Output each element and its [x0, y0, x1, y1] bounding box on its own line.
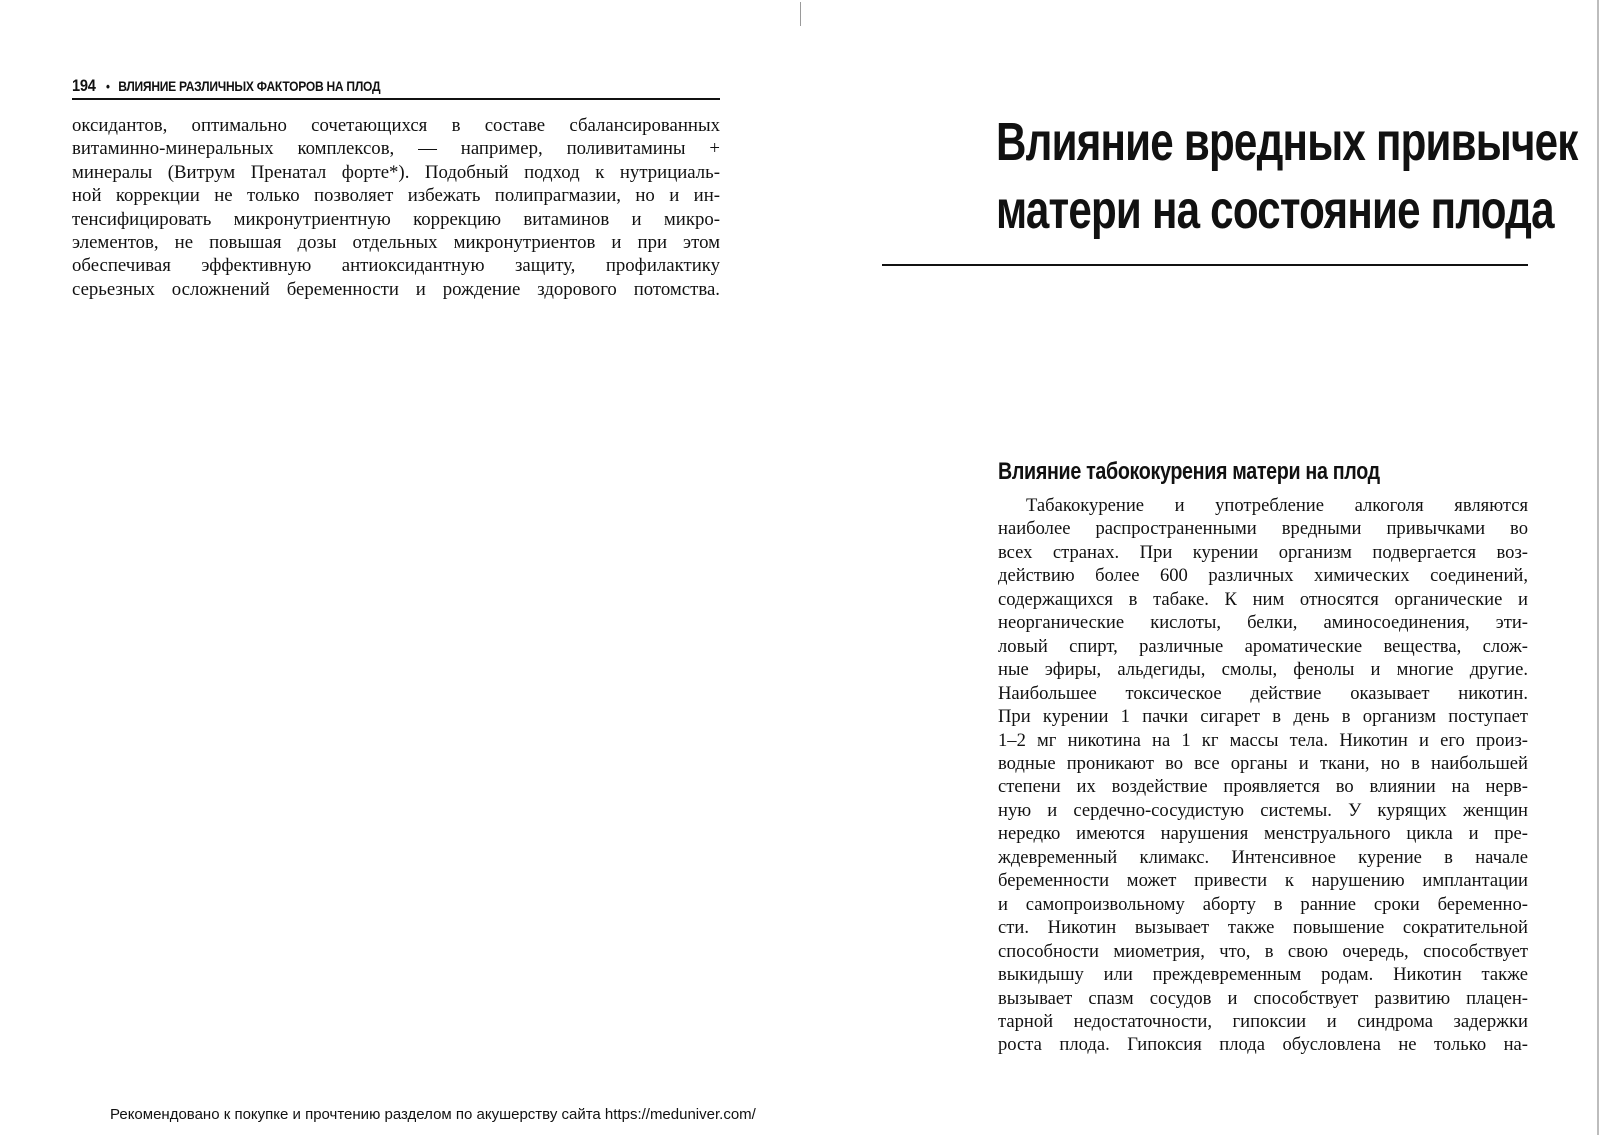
text-line: неорганические кислоты, белки, аминосоединения, эти-	[998, 612, 1528, 634]
text-line: степени их воздействие проявляется во влиянии на нерв-	[998, 776, 1528, 798]
text-line: ные эфиры, альдегиды, смолы, фенолы и многие другие.	[998, 659, 1528, 681]
text-line: сти. Никотин вызывает также повышение сократительной	[998, 917, 1528, 939]
chapter-title-line: матери на состояние плода	[996, 180, 1554, 240]
text-line: беременности может привести к нарушению имплантации	[998, 870, 1528, 892]
text-line: и самопроизвольному аборту в ранние сроки беременно-	[998, 893, 1528, 915]
text-line: При курении 1 пачки сигарет в день в организм поступает	[998, 706, 1528, 728]
page-edge	[1597, 0, 1599, 1135]
running-head-rule	[72, 98, 720, 100]
text-line: ждевременный климакс. Интенсивное курение в начале	[998, 846, 1528, 868]
text-line: способности миометрия, что, в свою очередь, способствует	[998, 940, 1528, 962]
text-line: нередко имеются нарушения менструального цикла и пре-	[998, 823, 1528, 845]
page-number: 194	[72, 76, 96, 95]
text-line: тарной недостаточности, гипоксии и синдрома задержки	[998, 1010, 1528, 1032]
text-line: ловый спирт, различные ароматические вещества, слож-	[998, 635, 1528, 657]
chapter-title-line: Влияние вредных привычек	[996, 112, 1578, 172]
text-line: Наибольшее токсическое действие оказывает никотин.	[998, 682, 1528, 704]
chapter-title-rule	[882, 264, 1528, 266]
text-line: ной коррекции не только позволяет избежать полипрагмазии, но и ин-	[72, 185, 720, 207]
right-body-text	[998, 494, 1528, 1057]
running-head	[72, 76, 629, 96]
text-line: Табакокурение и употребление алкоголя являются	[1026, 495, 1528, 516]
text-line: выкидышу или преждевременным родам. Никотин также	[998, 964, 1528, 986]
text-line: действию более 600 различных химических соединений,	[998, 565, 1528, 587]
text-line: всех странах. При курении организм подвергается воз-	[998, 541, 1528, 563]
text-line: оксидантов, оптимально сочетающихся в составе сбалансированных	[72, 115, 720, 136]
section-title: Влияние табококурения матери на плод	[998, 458, 1380, 485]
text-line: серьезных осложнений беременности и рождение здорового потомства.	[72, 278, 720, 300]
text-line: содержащихся в табаке. К ним относятся органические и	[998, 588, 1528, 610]
text-line: водные проникают во все органы и ткани, но в наибольшей	[998, 752, 1528, 774]
text-line: элементов, не повышая дозы отдельных микронутриентов и при этом	[72, 232, 720, 254]
left-page	[72, 76, 720, 301]
text-line: 1–2 мг никотина на 1 кг массы тела. Никотин и его произ-	[998, 729, 1528, 751]
page-gutter-mark	[800, 2, 801, 26]
text-line: ную и сердечно-сосудистую системы. У курящих женщин	[998, 799, 1528, 821]
text-line: наиболее распространенными вредными привычками во	[998, 518, 1528, 540]
running-head-title: ВЛИЯНИЕ РАЗЛИЧНЫХ ФАКТОРОВ НА ПЛОД	[118, 78, 381, 94]
footer-note: Рекомендовано к покупке и прочтению разделом по акушерству сайта https://meduniver.com/	[110, 1106, 756, 1123]
left-body-text	[72, 114, 720, 301]
text-line: тенсифицировать микронутриентную коррекцию витаминов и микро-	[72, 208, 720, 230]
chapter-title	[996, 108, 1578, 244]
running-head-bullet: •	[105, 79, 110, 94]
text-line: вызывает спазм сосудов и способствует развитию плацен-	[998, 987, 1528, 1009]
text-line: витаминно-минеральных комплексов, — например, поливитамины +	[72, 138, 720, 160]
right-page	[998, 494, 1528, 1057]
text-line: минералы (Витрум Пренатал форте*). Подобный подход к нутрициаль-	[72, 161, 720, 183]
text-line: роста плода. Гипоксия плода обусловлена не только на-	[998, 1034, 1528, 1056]
text-line: обеспечивая эффективную антиоксидантную защиту, профилактику	[72, 255, 720, 277]
